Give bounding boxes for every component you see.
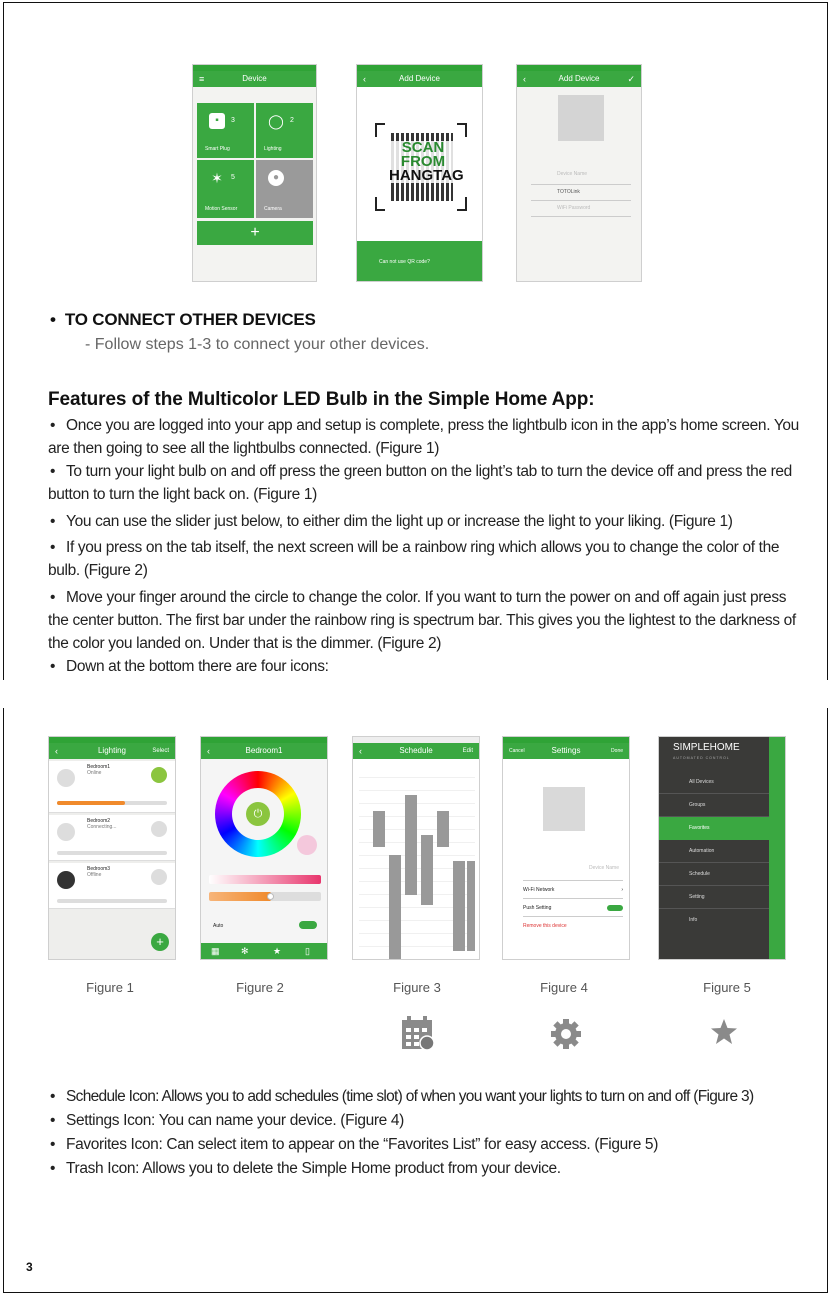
nav-bar [357,71,482,87]
paragraph-text: If you press on the tab itself, the next screen will be a rainbow ring which allows you to change the color of the bulb. (Figure 2) [48,539,780,579]
gear-icon [550,1018,582,1050]
icons-list [48,1085,808,1181]
light-name: Bedroom2 [87,818,111,824]
field-placeholder: Device Name [557,171,588,177]
schedule-icon[interactable]: ▦ [211,946,220,956]
selected-color-swatch [297,835,317,855]
connect-heading-text: TO CONNECT OTHER DEVICES [64,310,316,329]
device-photo-placeholder[interactable] [558,95,604,141]
gear-icon[interactable]: ✻ [241,946,249,956]
time-slot[interactable] [437,811,449,847]
page-number: 3 [26,1260,33,1274]
select-button[interactable]: Select [152,748,169,754]
star-icon[interactable]: ★ [273,946,282,956]
screen-title: Add Device [399,74,440,83]
features-paragraph [48,655,808,678]
scan-text: FROM [400,153,446,170]
cancel-button[interactable]: Cancel [509,748,525,754]
power-on-button[interactable] [151,767,167,783]
connect-subtext: - Follow steps 1-3 to connect your other devices. [85,336,430,353]
menu-item[interactable]: Schedule [659,863,769,886]
tile-label: Lighting [264,146,282,152]
tile-label: Motion Sensor [205,206,238,212]
trash-icon[interactable]: ▯ [305,946,310,956]
connect-heading [50,310,316,330]
lightbulb-icon [57,871,75,889]
features-paragraph [48,460,808,506]
figure-caption: Figure 4 [540,980,588,995]
wifi-network-row[interactable] [523,881,623,899]
tile-motion-sensor[interactable] [197,160,254,218]
light-row[interactable] [49,761,175,813]
row-label: Push Setting [523,905,552,911]
lightbulb-icon [57,769,75,787]
light-name: Bedroom1 [87,764,111,770]
time-slot[interactable] [405,795,417,895]
features-paragraph [48,414,808,460]
field-value: TOTOLink [557,189,580,195]
push-setting-row[interactable] [523,899,623,917]
brightness-slider[interactable] [57,851,167,855]
time-slot[interactable] [421,835,433,905]
tile-label: Camera [264,206,282,212]
menu-icon[interactable]: ≡ [199,74,205,84]
figure-caption: Figure 2 [236,980,284,995]
side-panel [769,737,786,960]
screen-title: Bedroom1 [245,746,283,755]
figure-5-menu-screen [658,736,786,960]
brightness-slider[interactable] [57,899,167,903]
bullet: • [50,1112,56,1129]
list-item-text: Settings Icon: You can name your device. (Figure 4) [66,1112,404,1129]
menu-list [659,771,769,932]
menu-item[interactable]: Setting [659,886,769,909]
time-slot[interactable] [453,861,465,951]
list-item [48,1085,808,1109]
features-paragraph [48,510,808,533]
brand-logo [673,743,740,763]
bullet: • [50,310,56,329]
bullet: • [50,463,56,480]
screen-title: Add Device [558,74,600,83]
plus-icon: + [250,224,260,241]
light-status: Connecting... [87,824,117,830]
field-placeholder: WiFi Password [557,205,591,211]
bullet: • [50,1088,56,1105]
figure-caption: Figure 5 [703,980,751,995]
tile-count: 3 [231,117,235,124]
figure-1-lighting-screen [48,736,176,960]
features-heading: Features of the Multicolor LED Bulb in the Simple Home App: [48,389,595,410]
list-item-text: Schedule Icon: Allows you to add schedules (time slot) of when you want your lights to turn on and off (Figure 3) [66,1088,754,1105]
bullet: • [50,1136,56,1153]
paragraph-text: To turn your light bulb on and off press the green button on the light’s tab to turn the device off and press the red button to turn the light back on. (Figure 1) [48,463,792,503]
list-item-text: Favorites Icon: Can select item to appear on the “Favorites List” for easy access. (Figure 5) [66,1136,659,1153]
tile-camera[interactable] [256,160,313,218]
brightness-slider[interactable] [57,801,167,805]
paragraph-text: You can use the slider just below, to either dim the light up or increase the light to your liking. (Figure 1) [66,513,733,530]
auto-toggle[interactable] [299,921,317,929]
light-status: Offline [87,872,102,878]
back-icon[interactable]: ‹ [359,746,362,756]
remove-device-row[interactable] [523,917,623,935]
figure-caption: Figure 1 [86,980,134,995]
tile-count: 2 [290,117,294,124]
tile-lighting[interactable] [256,103,313,158]
bullet: • [50,513,56,530]
menu-item[interactable]: Info [689,917,698,923]
brand-tagline: AUTOMATED CONTROL [673,756,730,760]
power-center-button[interactable]: ⏻ [246,802,270,826]
nav-bar [201,743,327,759]
device-form [531,171,631,217]
phone-device-screen [192,64,317,282]
schedule-grid[interactable] [359,765,475,960]
back-icon[interactable]: ‹ [363,74,366,84]
tile-label: Smart Plug [205,146,230,152]
lightbulb-icon: ◯ [268,113,284,129]
power-button[interactable] [151,821,167,837]
nav-bar [503,743,629,759]
light-name: Bedroom3 [87,866,111,872]
figure-caption: Figure 3 [393,980,441,995]
menu-item[interactable]: Automation [659,840,769,863]
star-icon [709,1017,739,1047]
screen-title: Schedule [399,746,433,755]
menu-item[interactable]: Groups [659,794,769,817]
field-placeholder: Device Name [588,865,619,871]
camera-icon: ● [268,170,284,186]
qr-help-link[interactable]: Can not use QR code? [379,259,430,265]
add-device-button[interactable] [197,221,313,245]
tile-count: 5 [231,174,235,181]
screen-title: Settings [551,746,581,755]
row-label: Wi-Fi Network [523,887,555,893]
schedule-icon [401,1015,435,1051]
time-slot[interactable] [373,811,385,847]
phone-add-device-form [516,64,642,282]
wifi-field[interactable] [531,185,631,201]
features-paragraph [48,586,808,655]
scan-text: SCAN [401,139,445,156]
screen-title: Lighting [97,746,127,755]
settings-list [523,865,623,935]
dimmer-knob[interactable] [267,893,274,900]
auto-label: Auto [213,923,224,929]
brand-name: SIMPLEHOME [673,742,740,753]
figure-2-color-screen [200,736,328,960]
time-slot[interactable] [467,861,475,951]
device-photo[interactable] [543,787,585,831]
nav-bar [353,743,479,759]
row-label: Remove this device [523,923,567,929]
done-button[interactable]: Done [611,748,623,754]
add-light-button[interactable]: + [151,933,169,951]
qr-frame [375,123,467,211]
features-paragraph [48,536,808,582]
dimmer-slider[interactable] [209,892,321,901]
device-name-field[interactable] [523,865,623,881]
plug-icon: ▪ [209,113,225,129]
wifi-password-field[interactable] [531,201,631,217]
edit-button[interactable]: Edit [462,748,473,754]
back-icon[interactable]: ‹ [207,746,210,756]
figure-4-settings-screen [502,736,630,960]
screen-title: Device [242,74,267,83]
light-row[interactable] [49,863,175,909]
bullet: • [50,589,56,606]
power-button[interactable] [151,869,167,885]
light-status: Online [87,770,102,776]
nav-bar [49,743,175,759]
menu-item[interactable]: All Devices [659,771,769,794]
bottom-toolbar [201,943,328,960]
bullet: • [50,658,56,675]
scan-text: HANGTAG [389,167,464,184]
spectrum-bar[interactable] [209,875,321,884]
push-toggle[interactable] [607,905,623,911]
bullet: • [50,539,56,556]
figure-3-schedule-screen [352,736,480,960]
checkmark-icon[interactable]: ✓ [627,74,635,84]
qr-help-bar[interactable] [357,241,483,282]
color-wheel[interactable] [215,771,301,857]
light-row[interactable] [49,815,175,861]
bullet: • [50,1160,56,1177]
list-item [48,1109,808,1133]
paragraph-text: Move your finger around the circle to change the color. If you want to turn the power on and off again just press the center button. The first bar under the rainbow ring is spectrum bar. This gives you the lightest to the darkness of the color you landed on. Under that is the dimmer. (Figure 2) [48,589,796,652]
running-man-icon: ✶ [211,170,223,186]
list-item-text: Trash Icon: Allows you to delete the Simple Home product from your device. [66,1160,561,1177]
list-item [48,1157,808,1181]
time-slot[interactable] [389,855,401,960]
device-name-field[interactable] [531,171,631,185]
paragraph-text: Down at the bottom there are four icons: [66,658,329,675]
lightbulb-icon [57,823,75,841]
back-icon[interactable]: ‹ [55,746,58,756]
tile-smart-plug[interactable] [197,103,254,158]
menu-item-favorites[interactable]: Favorites [659,817,769,840]
phone-scan-screen [356,64,483,282]
nav-bar [193,71,316,87]
chevron-right-icon: › [621,887,623,893]
bullet: • [50,417,56,434]
back-icon[interactable]: ‹ [523,74,526,84]
nav-bar [517,71,641,87]
paragraph-text: Once you are logged into your app and setup is complete, press the lightbulb icon in the app’s home screen. You are then going to see all the lightbulbs connected. (Figure 1) [48,417,799,457]
list-item [48,1133,808,1157]
